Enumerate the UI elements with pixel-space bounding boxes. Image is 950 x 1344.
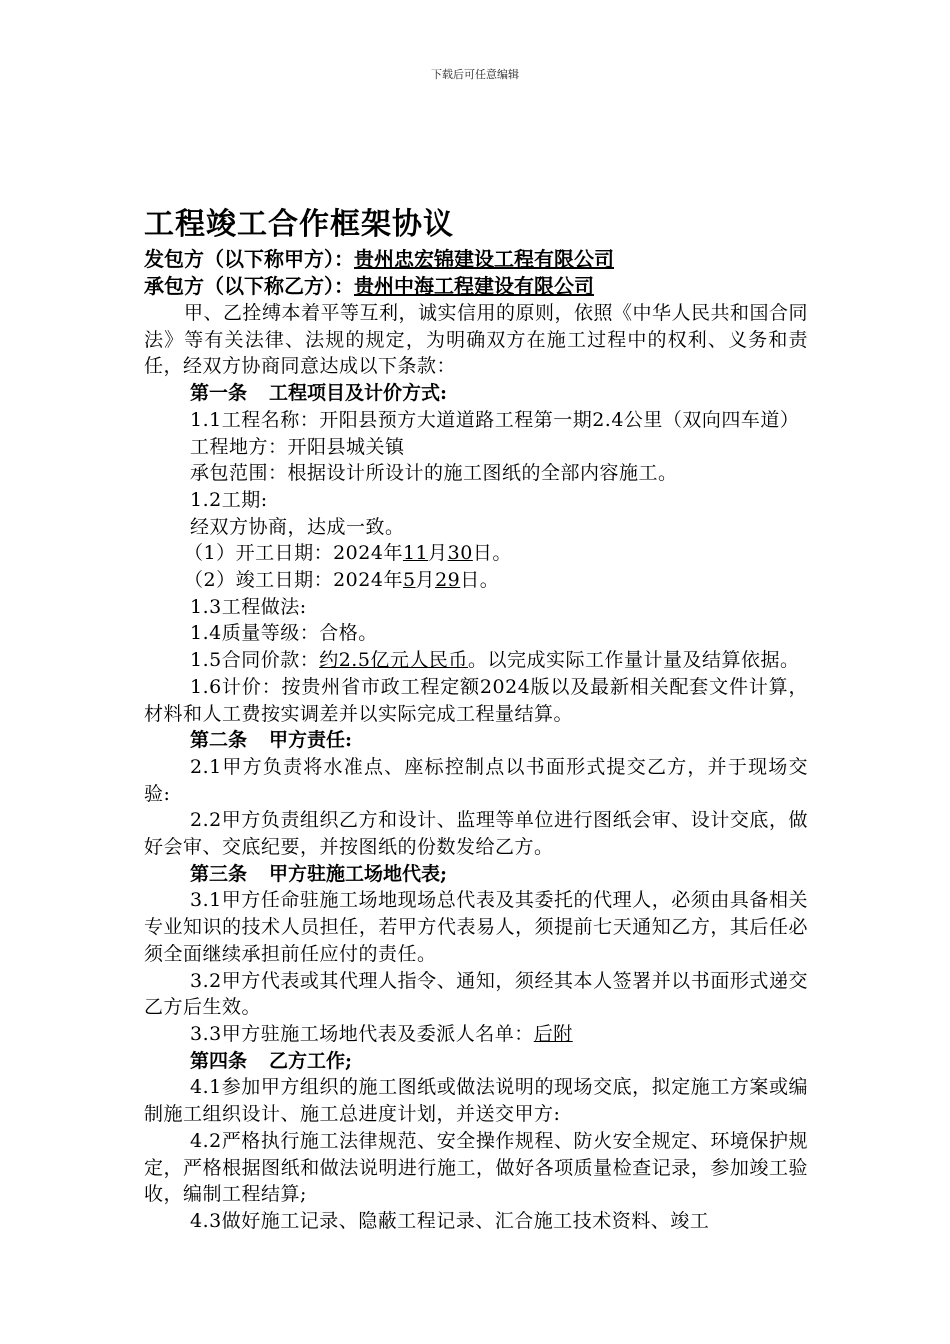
clause-4-1: 4.1参加甲方组织的施工图纸或做法说明的现场交底，拟定施工方案或编制施工组织设计、施工总进度计划，并送交甲方: bbox=[144, 1076, 808, 1126]
end-date bbox=[144, 567, 808, 594]
clause-1-4: 1.4质量等级：合格。 bbox=[190, 622, 378, 645]
article-title: 甲方驻施工场地代表; bbox=[269, 862, 448, 885]
representative-list-value: 后附 bbox=[533, 1022, 573, 1045]
start-date-prefix: （1）开工日期：2024年 bbox=[184, 542, 403, 565]
article-title: 甲方责任: bbox=[269, 729, 353, 752]
article-title: 工程项目及计价方式: bbox=[269, 382, 448, 405]
start-date bbox=[144, 540, 808, 567]
contract-price-amount: 约2.5亿元人民币 bbox=[319, 649, 468, 672]
clause-4-2: 4.2严格执行施工法律规范、安全操作规程、防火安全规定、环境保护规定，严格根据图纸和做法说明进行施工，做好各项质量检查记录，参加竣工验收，编制工程结算; bbox=[144, 1129, 808, 1206]
start-day: 30 bbox=[447, 542, 473, 565]
start-day-unit: 日。 bbox=[472, 542, 512, 565]
clause-1-3: 1.3工程做法: bbox=[190, 595, 307, 618]
representative-list-label: 3.3甲方驻施工场地代表及委派人名单： bbox=[190, 1022, 534, 1045]
party-b-line bbox=[144, 273, 808, 300]
contract-price-label: 1.5合同价款： bbox=[190, 649, 320, 672]
end-day: 29 bbox=[435, 569, 461, 592]
end-date-prefix: （2）竣工日期：2024年 bbox=[184, 569, 403, 592]
clause-1-6: 1.6计价：按贵州省市政工程定额2024版以及最新相关配套文件计算，材料和人工费按实调差并以实际完成工程量结算。 bbox=[144, 675, 808, 725]
project-location: 工程地方：开阳县城关镇 bbox=[190, 435, 405, 458]
agreement-line: 经双方协商，达成一致。 bbox=[190, 515, 405, 538]
clause-3-1: 3.1甲方任命驻施工场地现场总代表及其委托的代理人，必须由具备相关专业知识的技术人员担任，若甲方代表易人，须提前七天通知乙方，其后任必须全面继续承担前任应付的责任。 bbox=[144, 889, 808, 965]
article-num: 第三条 bbox=[190, 862, 248, 885]
clause-1-2: 1.2工期: bbox=[190, 488, 268, 511]
clause-1-5 bbox=[144, 647, 808, 674]
article-1-heading bbox=[144, 380, 808, 407]
intro-paragraph: 甲、乙拴缚本着平等互利，诚实信用的原则，依照《中华人民共和国合同法》等有关法律、法规的规定，为明确双方在施工过程中的权利、义务和责任，经双方协商同意达成以下条款： bbox=[144, 302, 809, 378]
clause-1-1: 1.1工程名称：开阳县预方大道道路工程第一期2.4公里（双向四车道） bbox=[190, 408, 800, 431]
clause-4-3: 4.3做好施工记录、隐蔽工程记录、汇合施工技术资料、竣工 bbox=[190, 1209, 710, 1232]
document-title: 工程竣工合作框架协议 bbox=[144, 207, 454, 242]
article-num: 第一条 bbox=[190, 382, 248, 405]
party-b-label: 承包方（以下称乙方）： bbox=[144, 274, 354, 298]
article-title: 乙方工作; bbox=[269, 1049, 353, 1072]
start-month: 11 bbox=[402, 542, 429, 565]
project-scope: 承包范围：根据设计所设计的施工图纸的全部内容施工。 bbox=[190, 462, 678, 485]
end-month: 5 bbox=[402, 569, 416, 592]
article-2-heading bbox=[144, 727, 808, 754]
start-month-unit: 月 bbox=[428, 542, 448, 565]
end-month-unit: 月 bbox=[415, 569, 436, 592]
clause-2-2: 2.2甲方负责组织乙方和设计、监理等单位进行图纸会审、设计交底，做好会审、交底纪要，并按图纸的份数发给乙方。 bbox=[144, 809, 808, 859]
party-a-name: 贵州忠宏锦建设工程有限公司 bbox=[354, 247, 614, 271]
clause-3-3 bbox=[144, 1021, 808, 1048]
header-note: 下载后可任意编辑 bbox=[431, 68, 519, 81]
article-num: 第二条 bbox=[190, 729, 248, 752]
party-a-line bbox=[144, 246, 808, 273]
party-a-label: 发包方（以下称甲方）： bbox=[144, 247, 354, 271]
clause-2-1: 2.1甲方负责将水准点、座标控制点以书面形式提交乙方，并于现场交验: bbox=[144, 755, 808, 805]
contract-price-note: 。以完成实际工作量计量及结算依据。 bbox=[467, 649, 800, 672]
article-3-heading bbox=[144, 861, 808, 888]
end-day-unit: 日。 bbox=[460, 569, 500, 592]
article-num: 第四条 bbox=[190, 1049, 248, 1072]
article-4-heading bbox=[144, 1048, 808, 1075]
clause-3-2: 3.2甲方代表或其代理人指令、通知，须经其本人签署并以书面形式递交乙方后生效。 bbox=[144, 969, 808, 1019]
party-b-name: 贵州中海工程建设有限公司 bbox=[354, 274, 594, 298]
document-body bbox=[144, 204, 808, 1235]
